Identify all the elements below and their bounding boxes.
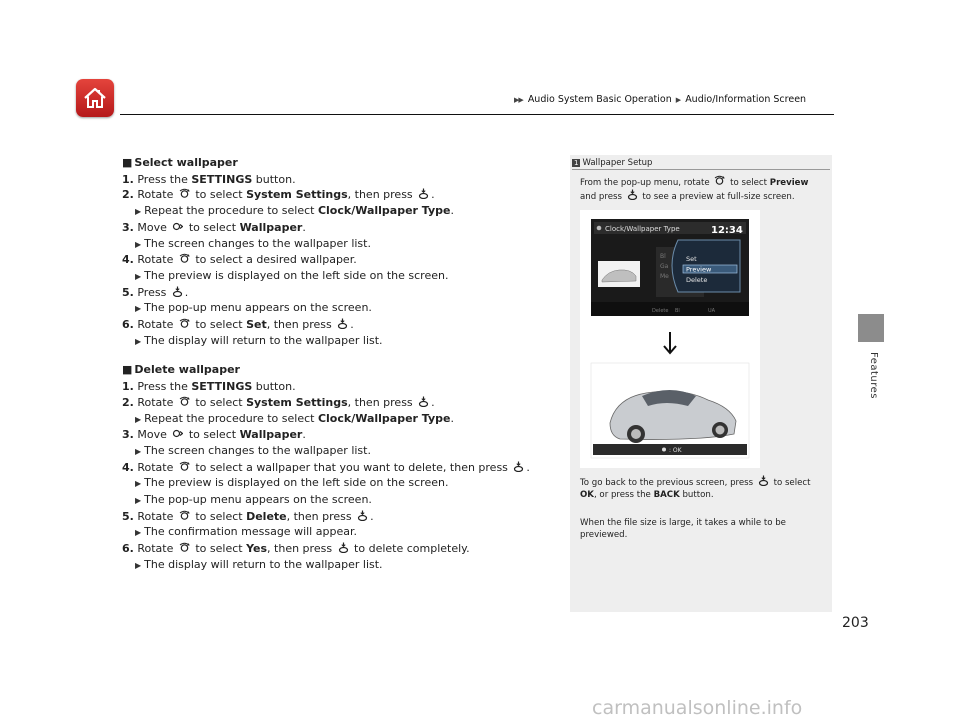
preview-car-hub (716, 426, 725, 435)
press-dial-icon (337, 318, 348, 329)
step-result: ▶ The preview is displayed on the left side on the screen. (135, 476, 449, 490)
step-item: 6. Rotate to select Yes, then press to delete completely. (122, 542, 470, 556)
result-arrow-icon: ▶ (135, 304, 142, 314)
popup-item-preview: Preview (686, 265, 712, 274)
popup-item-delete: Delete (686, 276, 708, 284)
step-result: ▶ The confirmation message will appear. (135, 525, 357, 539)
result-arrow-icon: ▶ (135, 207, 142, 217)
list-item: Ga (660, 263, 669, 270)
sidebar-paragraph: When the file size is large, it takes a while to be previewed. (580, 518, 786, 541)
breadcrumb-arrows-icon: ▶▶ (514, 96, 523, 104)
side-tab-label: Features (868, 352, 879, 399)
header-rule (120, 114, 834, 115)
result-arrow-icon: ▶ (135, 528, 142, 538)
screen-illustration (580, 210, 760, 468)
sidebar-rule (572, 169, 830, 170)
step-result: ▶ The pop-up menu appears on the screen. (135, 301, 372, 315)
bottom-label: Bl (675, 308, 680, 314)
result-arrow-icon: ▶ (135, 271, 142, 281)
instructions-column (122, 155, 562, 574)
square-bullet-icon: ■ (122, 363, 133, 377)
move-dial-icon (172, 221, 183, 232)
page-number: 203 (842, 615, 869, 631)
press-dial-icon (172, 286, 183, 297)
press-dial-icon (418, 188, 429, 199)
breadcrumb-item[interactable]: Audio System Basic Operation (527, 94, 672, 105)
step-item: 2. Rotate to select System Settings, then press . (122, 188, 435, 202)
interface-dial-icon (179, 510, 190, 521)
result-arrow-icon: ▶ (135, 239, 142, 249)
result-arrow-icon: ▶ (135, 479, 142, 489)
press-dial-icon (627, 189, 638, 200)
sidebar-paragraph: To go back to the previous screen, press to select OK, or press the BACK button. (580, 475, 826, 502)
step-item: 4. Rotate to select a desired wallpaper. (122, 253, 357, 267)
result-arrow-icon: ▶ (135, 336, 142, 346)
interface-dial-icon (179, 461, 190, 472)
press-dial-icon (418, 396, 429, 407)
display-title: Clock/Wallpaper Type (605, 225, 680, 233)
square-bullet-icon: ■ (122, 156, 133, 169)
wallpaper-screen-diagram (580, 210, 760, 468)
press-dial-icon (338, 542, 349, 553)
section-heading: ■ Delete wallpaper (122, 363, 240, 377)
sidebar-paragraph: From the pop-up menu, rotate to select Preview and press to see a preview at full-size screen. (580, 175, 826, 204)
press-dial-icon (357, 510, 368, 521)
step-item: 3. Move to select Wallpaper. (122, 428, 306, 442)
interface-dial-icon (179, 396, 190, 407)
breadcrumb-arrow-icon: ▶ (675, 96, 681, 104)
step-item: 4. Rotate to select a wallpaper that you want to delete, then press . (122, 460, 530, 474)
back-icon (597, 226, 602, 231)
step-item: 5. Press . (122, 285, 189, 299)
interface-dial-icon (179, 318, 190, 329)
result-arrow-icon: ▶ (135, 496, 142, 506)
press-dial-icon (758, 475, 769, 486)
watermark: carmanualsonline.info (592, 697, 803, 719)
display-clock: 12:34 (711, 225, 743, 236)
popup-item-set: Set (686, 255, 697, 263)
bottom-label: UA (708, 308, 716, 314)
ok-label: : OK (669, 447, 682, 454)
features-tab-marker (858, 314, 884, 342)
home-icon (82, 85, 108, 111)
step-item: 3. Move to select Wallpaper. (122, 220, 306, 234)
step-result: ▶ The preview is displayed on the left side on the screen. (135, 268, 449, 282)
step-result: ▶ Repeat the procedure to select Clock/Wallpaper Type. (135, 411, 455, 425)
breadcrumb-item[interactable]: Audio/Information Screen (685, 94, 807, 105)
step-result: ▶ The display will return to the wallpaper list. (135, 557, 383, 571)
bottom-label: Delete (652, 308, 669, 314)
step-result: ▶ The pop-up menu appears on the screen. (135, 493, 372, 507)
step-result: ▶ The screen changes to the wallpaper list. (135, 236, 371, 250)
step-result: ▶ The display will return to the wallpaper list. (135, 333, 383, 347)
section-heading: ■ Select wallpaper (122, 156, 238, 169)
home-button[interactable] (76, 79, 114, 117)
result-arrow-icon: ▶ (135, 560, 142, 570)
sidebar-heading: 1 Wallpaper Setup (574, 158, 653, 168)
interface-dial-icon (179, 253, 190, 264)
breadcrumb (514, 94, 834, 106)
step-item: 1. Press the SETTINGS button. (122, 380, 296, 394)
step-result: ▶ The screen changes to the wallpaper list. (135, 443, 371, 457)
result-arrow-icon: ▶ (135, 414, 142, 424)
interface-dial-icon (714, 175, 725, 186)
preview-car-hub (631, 429, 641, 439)
list-item: Me (660, 273, 669, 280)
step-item: 5. Rotate to select Delete, then press . (122, 509, 374, 523)
sidebar-note (570, 155, 832, 612)
step-result: ▶ Repeat the procedure to select Clock/Wallpaper Type. (135, 204, 455, 218)
interface-dial-icon (179, 542, 190, 553)
step-item: 2. Rotate to select System Settings, then press . (122, 395, 435, 409)
move-dial-icon (172, 428, 183, 439)
result-arrow-icon: ▶ (135, 446, 142, 456)
list-item: Bl (660, 253, 666, 260)
interface-dial-icon (179, 188, 190, 199)
display-bottom-bar (591, 302, 749, 316)
press-dial-icon (513, 461, 524, 472)
step-item: 1. Press the SETTINGS button. (122, 172, 296, 186)
press-dial-icon (662, 448, 666, 452)
step-item: 6. Rotate to select Set, then press . (122, 318, 354, 332)
